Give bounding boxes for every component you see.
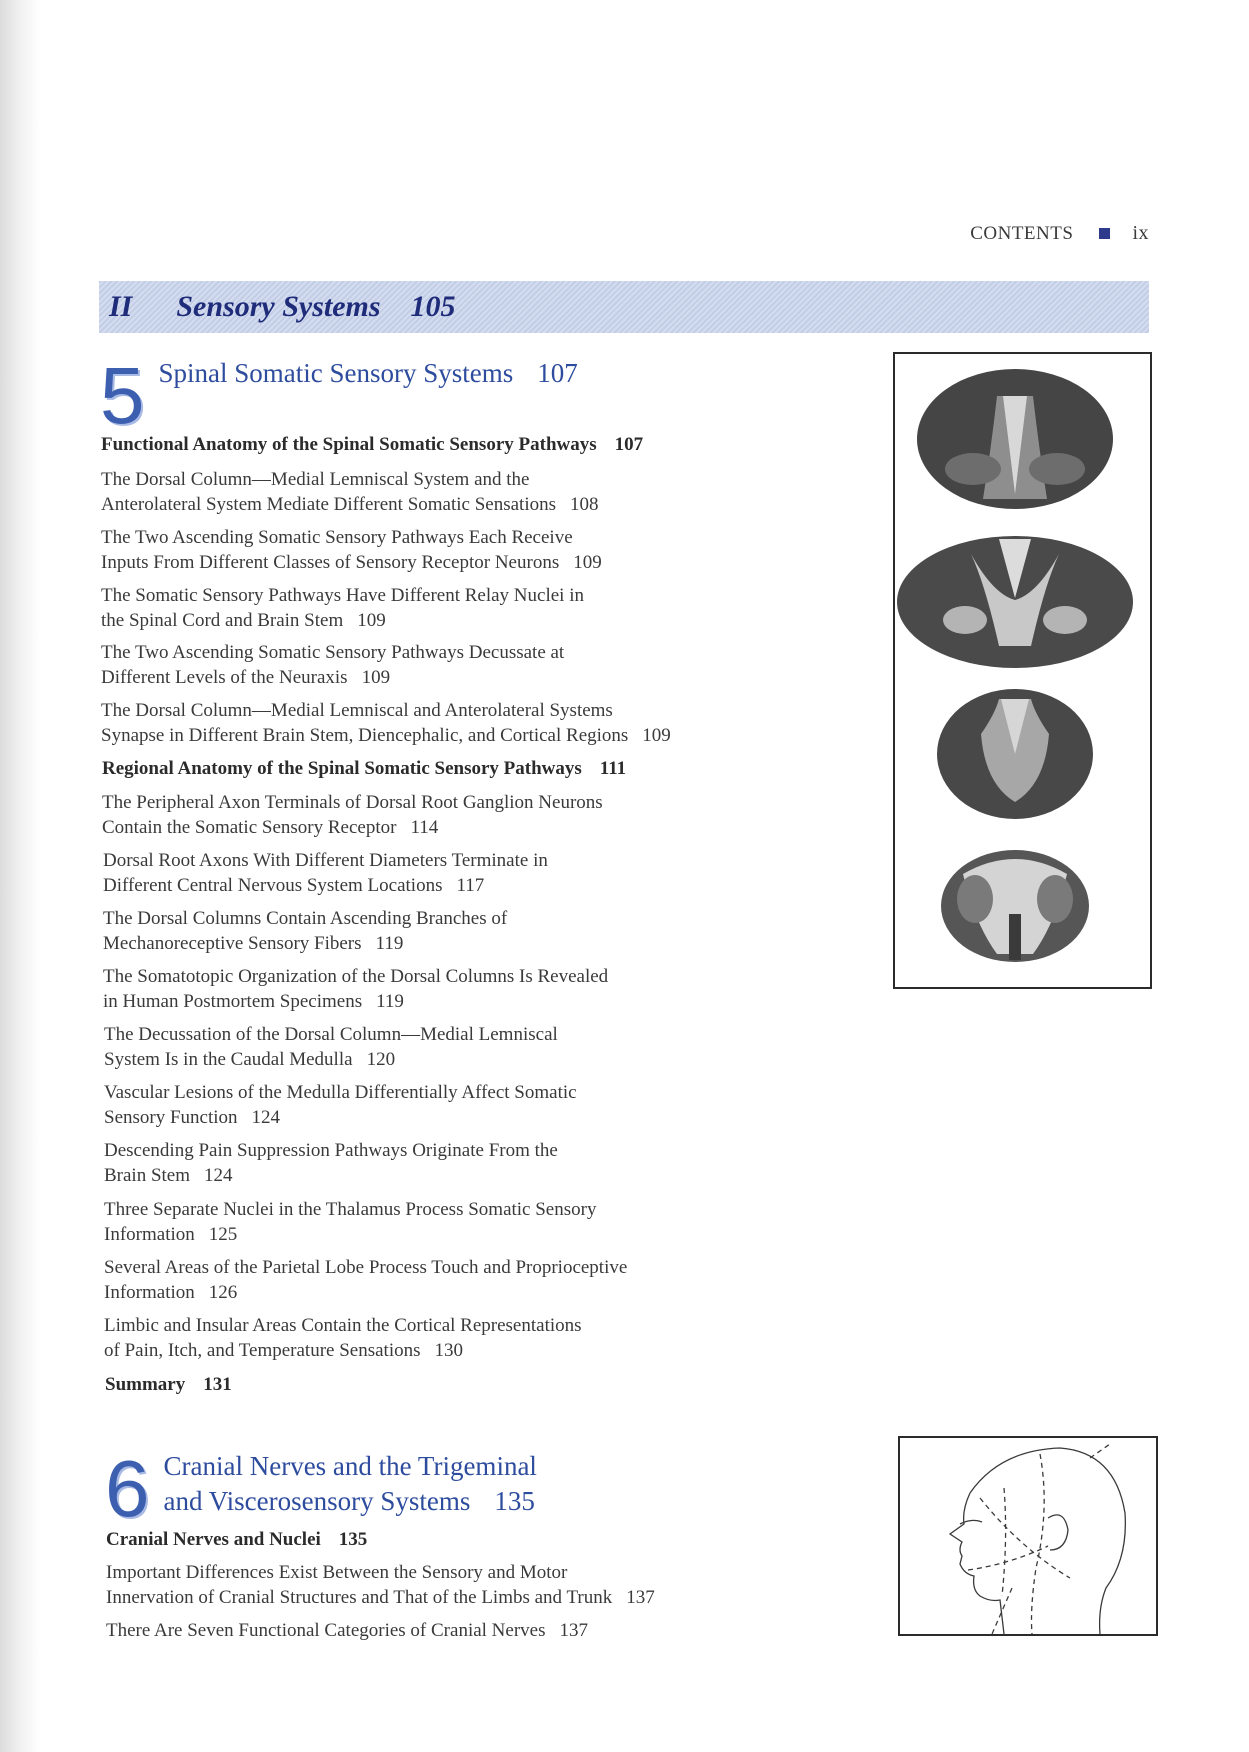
toc-entry xyxy=(104,1080,577,1130)
section-heading-page: 131 xyxy=(203,1374,232,1395)
toc-entry-page: 126 xyxy=(208,1282,238,1303)
toc-entry-line: The Peripheral Axon Terminals of Dorsal Root Ganglion Neurons xyxy=(102,792,603,813)
toc-entry-line: Synapse in Different Brain Stem, Diencephalic, and Cortical Regions xyxy=(101,725,629,746)
section-heading-text: Cranial Nerves and Nuclei xyxy=(106,1529,321,1550)
toc-entry-line: Innervation of Cranial Structures and That of the Limbs and Trunk xyxy=(106,1587,613,1608)
toc-entry-line: Contain the Somatic Sensory Receptor xyxy=(102,817,397,838)
toc-entry-line: The Dorsal Column—Medial Lemniscal and Anterolateral Systems xyxy=(101,700,613,721)
toc-entry-page: 120 xyxy=(366,1049,396,1070)
toc-entry xyxy=(104,1255,627,1305)
part-page: 105 xyxy=(410,290,456,323)
toc-entry xyxy=(102,790,603,840)
toc-entry-page: 119 xyxy=(376,991,404,1012)
toc-entry-line: The Decussation of the Dorsal Column—Medial Lemniscal xyxy=(104,1024,558,1045)
cord-section-sacral xyxy=(941,850,1089,962)
toc-entry-line: Vascular Lesions of the Medulla Differentially Affect Somatic xyxy=(104,1082,577,1103)
page-gutter-shadow xyxy=(0,0,40,1752)
toc-entry-line: Several Areas of the Parietal Lobe Process Touch and Proprioceptive xyxy=(104,1257,628,1278)
toc-entry-line: The Dorsal Column—Medial Lemniscal System and the xyxy=(101,469,530,490)
toc-entry xyxy=(103,906,507,956)
running-head-label: CONTENTS xyxy=(970,222,1074,244)
toc-entry xyxy=(101,698,671,748)
section-heading-page: 111 xyxy=(599,758,627,779)
head-dermatome-illustration xyxy=(900,1438,1156,1634)
toc-entry-line: The Dorsal Columns Contain Ascending Branches of xyxy=(103,908,508,929)
chapter-page: 135 xyxy=(494,1486,535,1516)
chapter-number: 6 xyxy=(105,1444,150,1533)
section-heading-page: 135 xyxy=(338,1529,368,1550)
section-heading-text: Functional Anatomy of the Spinal Somatic Sensory Pathways xyxy=(101,434,597,455)
section-heading xyxy=(105,1374,232,1396)
chapter-title xyxy=(159,356,578,391)
toc-entry-line: The Somatotopic Organization of the Dorsal Columns Is Revealed xyxy=(103,966,609,987)
chapter-title xyxy=(164,1449,537,1519)
chapter-number: 5 xyxy=(100,351,145,440)
chapter-title-text: Spinal Somatic Sensory Systems xyxy=(158,358,514,388)
chapter-6-header xyxy=(105,1444,537,1533)
section-heading-text: Summary xyxy=(105,1374,186,1395)
chapter-5-header xyxy=(100,351,578,440)
toc-entry-line: the Spinal Cord and Brain Stem xyxy=(101,610,344,631)
toc-entry xyxy=(104,1022,558,1072)
section-heading-page: 107 xyxy=(614,434,644,455)
toc-entry-line: Mechanoreceptive Sensory Fibers xyxy=(103,933,362,954)
toc-entry-line: Limbic and Insular Areas Contain the Cortical Representations xyxy=(104,1315,582,1336)
toc-entry xyxy=(103,848,548,898)
toc-entry-page: 124 xyxy=(204,1165,233,1186)
toc-entry xyxy=(104,1138,558,1188)
section-heading xyxy=(101,434,643,456)
toc-entry xyxy=(104,1197,596,1247)
toc-entry-line: Descending Pain Suppression Pathways Originate From the xyxy=(104,1140,558,1161)
toc-entry-line: Inputs From Different Classes of Sensory Receptor Neurons xyxy=(101,552,560,573)
toc-entry-page: 109 xyxy=(361,667,391,688)
toc-entry-line: Anterolateral System Mediate Different Somatic Sensations xyxy=(101,494,557,515)
toc-entry-page: 109 xyxy=(642,725,671,746)
cord-section-lumbar xyxy=(937,689,1093,819)
toc-entry-line: The Two Ascending Somatic Sensory Pathways Each Receive xyxy=(101,527,573,548)
toc-entry-line: Three Separate Nuclei in the Thalamus Process Somatic Sensory xyxy=(104,1199,597,1220)
toc-entry-line: Different Levels of the Neuraxis xyxy=(101,667,348,688)
toc-entry-page: 108 xyxy=(570,494,599,515)
toc-entry-page: 114 xyxy=(410,817,439,838)
toc-entry-page: 137 xyxy=(626,1587,655,1608)
section-heading xyxy=(106,1529,367,1551)
toc-entry-page: 125 xyxy=(208,1224,238,1245)
toc-entry-line: Important Differences Exist Between the Sensory and Motor xyxy=(106,1562,568,1583)
toc-entry-line: in Human Postmortem Specimens xyxy=(103,991,363,1012)
toc-entry xyxy=(106,1560,655,1610)
part-banner xyxy=(99,281,1149,333)
toc-entry-line: The Two Ascending Somatic Sensory Pathways Decussate at xyxy=(101,642,565,663)
section-heading xyxy=(102,758,626,780)
toc-entry xyxy=(101,583,584,633)
toc-entry-line: There Are Seven Functional Categories of Cranial Nerves xyxy=(106,1620,546,1641)
toc-entry-line: System Is in the Caudal Medulla xyxy=(104,1049,353,1070)
toc-entry-line: Information xyxy=(104,1224,195,1245)
toc-entry-page: 124 xyxy=(251,1107,281,1128)
page-number: ix xyxy=(1132,222,1149,244)
toc-entry-line: of Pain, Itch, and Temperature Sensations xyxy=(104,1340,421,1361)
toc-entry-page: 109 xyxy=(573,552,602,573)
toc-entry-page: 130 xyxy=(434,1340,463,1361)
toc-entry-line: Information xyxy=(104,1282,195,1303)
toc-entry-page: 109 xyxy=(357,610,386,631)
section-heading-text: Regional Anatomy of the Spinal Somatic Sensory Pathways xyxy=(102,758,582,779)
cord-section-thoracic xyxy=(897,536,1133,668)
toc-entry-page: 119 xyxy=(375,933,404,954)
head-outline xyxy=(950,1444,1125,1634)
part-numeral: II xyxy=(109,290,133,323)
head-dermatome-figure xyxy=(898,1436,1158,1636)
cord-section-cervical xyxy=(917,369,1113,509)
toc-entry-line: Brain Stem xyxy=(104,1165,191,1186)
toc-entry-page: 117 xyxy=(456,875,485,896)
running-head xyxy=(970,222,1149,245)
chapter-page: 107 xyxy=(537,358,578,388)
toc-entry-line: The Somatic Sensory Pathways Have Different Relay Nuclei in xyxy=(101,585,584,606)
spinal-cord-sections-figure xyxy=(893,352,1152,989)
toc-entry xyxy=(101,640,564,690)
square-bullet-icon xyxy=(1099,228,1110,239)
toc-entry xyxy=(101,525,602,575)
chapter-title-line: and Viscerosensory Systems xyxy=(163,1486,471,1516)
toc-entry xyxy=(104,1313,582,1363)
toc-entry-line: Different Central Nervous System Locations xyxy=(103,875,443,896)
toc-entry xyxy=(101,467,599,517)
toc-entry xyxy=(103,964,608,1014)
toc-entry-line: Dorsal Root Axons With Different Diameters Terminate in xyxy=(103,850,548,871)
toc-entry-line: Sensory Function xyxy=(104,1107,238,1128)
chapter-title-line: Cranial Nerves and the Trigeminal xyxy=(163,1451,537,1481)
part-title: Sensory Systems xyxy=(176,290,381,323)
spinal-cord-sections-illustration xyxy=(895,354,1150,987)
toc-entry-page: 137 xyxy=(559,1620,588,1641)
toc-entry xyxy=(106,1618,588,1643)
